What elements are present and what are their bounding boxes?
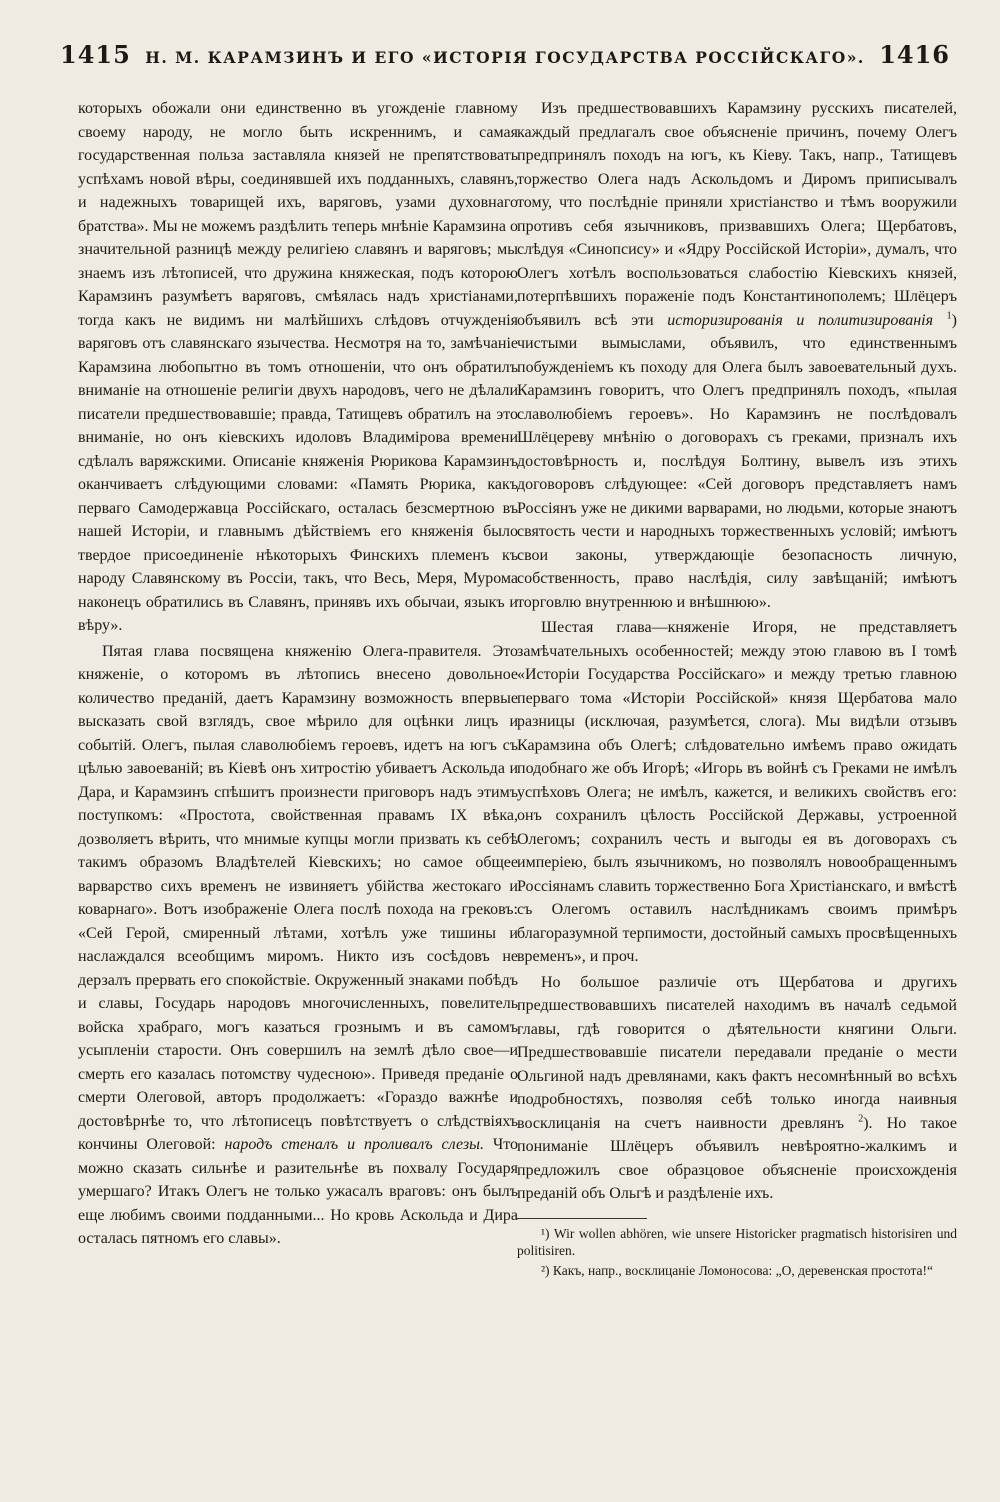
paragraph-text: Пятая глава посвящена княженію Олега-правителя. Это княженіе, о которомъ въ лѣтопись внесено довольное количество преданій, даетъ Карамзину возможность впервые высказать свой взглядъ, свое мѣрило для оцѣнки лицъ и событій. Олегъ, пылая славолюбіемъ героевъ, идетъ на югъ съ цѣлью завоеваній; въ Кіевѣ онъ хитростію убиваетъ Аскольда и Дара, и Карамзинъ спѣшитъ произнести приговоръ надъ этимъ поступкомъ: «Простота, свойственная правамъ IX вѣка, дозволяетъ вѣрить, что мнимые купцы могли призвать къ себѣ такимъ образомъ Владѣтелей Кіевскихъ; но самое общее варварство сихъ временъ не извиняетъ убійства жестокаго и коварнаго». Вотъ изображеніе Олега послѣ похода на грековъ: «Сей Герой, смиренный лѣтами, хотѣлъ уже тишины и наслаждался всеобщимъ миромъ. Никто изъ сосѣдовъ не дерзалъ прервать его спокойствіе. Окруженный знаками побѣдъ и славы, Государь народовъ многочисленныхъ, повелитель войска храбраго, могъ казаться грознымъ и въ самомъ усыпленіи старости. Онъ совершилъ на землѣ дѣло свое—и смерть его казалась потомству чудесною». Приведя преданіе о смерти Олеговой, авторъ продолжаетъ: «Гораздо важнѣе и достовѣрнѣе то, что лѣтописецъ повѣтствуетъ о слѣдствіяхъ кончины Олеговой:: [78, 642, 518, 1153]
paragraph-text: Что можно сказать сильнѣе и разительнѣе въ похвалу Государя умершаго? Итакъ Олегъ не только ужасалъ враговъ: онъ былъ еще любимъ своими подданными... Но кровь Аскольда и Дира осталась пятномъ его славы».: [78, 1136, 519, 1247]
running-header: [60, 40, 950, 80]
page-number-right: 1416: [879, 40, 950, 69]
footnote-text: Wir wollen abhören, wie unsere Historicker pragmatisch historisiren und politisiren.: [517, 1225, 957, 1258]
footnote-ref: 1: [946, 310, 952, 322]
footnote-mark: ²): [541, 1262, 550, 1278]
page-number-left: 1415: [60, 40, 131, 69]
paragraph: Шестая глава—княженіе Игоря, не представляетъ замѣчательныхъ особенностей; между этою главою въ I томѣ «Исторіи Государства Россійскаго» и между третью главною перваго тома «Исторіи Россійской» князя Щербатова мало разницы (исключая, разумѣется, слога). Мы видѣли отзывъ Карамзина объ Олегѣ; слѣдовательно имѣемъ право ожидать подобнаго же объ Игорѣ; «Игорь въ войнѣ съ Греками не имѣлъ успѣховъ Олега; не имѣлъ, кажется, и великихъ свойствъ его: онъ сохранилъ цѣлость Россійской Державы, устроенной Олегомъ; сохранилъ честь и выгоды ея въ договорахъ съ имперіею, былъ язычникомъ, но позволялъ новообращеннымъ Россіянамъ славить торжественно Бога Христіанскаго, и вмѣстѣ съ Олегомъ оставилъ наслѣдникамъ своимъ примѣръ благоразумной терпимости, достойный самыхъ просвѣщенныхъ временъ», и проч.: [517, 619, 957, 965]
paragraph-text: ) чистыми вымыслами, объявилъ, что единственнымъ побужденіемъ къ походу для Олега былъ завоевательный духъ. Карамзинъ говоритъ, что Олегъ предпринялъ походъ, «пылая славолюбіемъ героевъ». Но Карамзинъ не послѣдовалъ Шлёцереву мнѣнію о договорахъ съ греками, призналъ ихъ достовѣрность и, послѣдуя Болтину, вывелъ изъ этихъ договоровъ слѣдующее: «Сей договоръ представляетъ намъ Россіянъ уже не дикими варварами, но людьми, которые знаютъ святость чести и народныхъ торжественныхъ условій; имѣютъ свои законы, утверждающіе безопасность личную, собственность, право наслѣдія, силу завѣщаній; имѣютъ торговлю внутреннюю и внѣшнюю».: [517, 311, 957, 611]
italic-term: историзированія и политизированія: [667, 311, 934, 329]
footnote-divider: [517, 1218, 647, 1219]
footnote-ref: 2: [858, 1113, 864, 1125]
paragraph-text: ). Но такое пониманіе Шлёцеръ объявилъ невѣроятно-жалкимъ и предложилъ свое образцовое объясненіе происхожденія преданій объ Ольгѣ и раздѣленіе ихъ.: [517, 1114, 958, 1202]
running-title: Н. М. КАРАМЗИНЪ И ЕГО «ИСТОРІЯ ГОСУДАРСТВА РОССІЙСКАГО».: [145, 48, 865, 67]
paragraph-text: Но большое различіе отъ Щербатова и другихъ предшествовавшихъ писателей находимъ въ началѣ седьмой главы, гдѣ говорится о дѣятельности княгини Ольги. Предшествовавшіе писатели передавали преданіе о мести Ольгиной надъ древлянами, какъ фактъ несомнѣнный во всѣхъ подробностяхъ, позволяя себѣ только иногда наивныя восклицанія на счетъ наивности древлянъ: [517, 973, 957, 1132]
right-column: [517, 97, 957, 1279]
left-column: [78, 97, 518, 1251]
paragraph: [78, 640, 518, 1251]
footnote-2: [517, 1262, 957, 1279]
paragraph: [517, 97, 957, 614]
italic-quote: народъ стеналъ и проливалъ слезы.: [224, 1136, 484, 1153]
footnote-mark: ¹): [541, 1225, 550, 1241]
paragraph: [517, 971, 957, 1206]
paragraph-text: Изъ предшествовавшихъ Карамзину русскихъ писателей, каждый предлагалъ свое объясненіе причинъ, почему Олегъ предпринялъ походъ на югъ, къ Кіеву. Такъ, напр., Татищевъ торжество Олега надъ Аскольдомъ и Диромъ приписывалъ тому, что послѣдніе приняли христіанство и тѣмъ вооружили противъ себя язычниковъ, призвавшихъ Олега; Щербатовъ, слѣдуя «Синопсису» и «Ядру Россійской Исторіи», думалъ, что Олегъ хотѣлъ воспользоваться слабостію Кіевскихъ князей, потерпѣвшихъ пораженіе подъ Константинополемъ; Шлёцеръ объявилъ всѣ эти: [517, 100, 957, 329]
paragraph: которыхъ обожали они единственно въ угожденіе главному своему народу, не могло быть искреннимъ, и самая государственная польза заставляла князей не препятствовать успѣхамъ новой вѣры, соединявшей ихъ подданныхъ, славянъ, и надежныхъ товарищей ихъ, варяговъ, узами духовнаго братства». Мы не можемъ раздѣлить теперь мнѣніе Карамзина о значительной разницѣ между религіею славянъ и варяговъ; мы знаемъ изъ лѣтописей, что дружина княжеская, подъ которою Карамзинъ разумѣетъ варяговъ, смѣялась надъ христіанами, тогда какъ не видимъ ни малѣйшихъ слѣдовъ отчужденія варяговъ отъ славянскаго язычества. Несмотря на то, замѣчаніе Карамзина любопытно въ томъ отношеніи, что онъ обратилъ вниманіе на отношеніе религіи двухъ народовъ, чего не дѣлали писатели предшествовавшіе; правда, Татищевъ обратилъ на это вниманіе, но онъ кіевскихъ идоловъ Владимірова времени сдѣлалъ варяжскими. Описаніе княженія Рюрикова Карамзинъ оканчиваетъ слѣдующими словами: «Память Рюрика, какъ перваго Самодержавца Россійскаго, осталась безсмертною въ нашей Исторіи, и главнымъ дѣйствіемъ его княженія было твердое присоединеніе нѣкоторыхъ Финскихъ племенъ къ народу Славянскому въ Россіи, такъ, что Весь, Меря, Мурома наконецъ обратились въ Славянъ, принявъ ихъ обычаи, языкъ и вѣру».: [78, 100, 518, 634]
footnote-1: [517, 1225, 957, 1259]
footnote-text: Какъ, напр., восклицаніе Ломоносова: „О, деревенская простота!“: [549, 1262, 933, 1278]
